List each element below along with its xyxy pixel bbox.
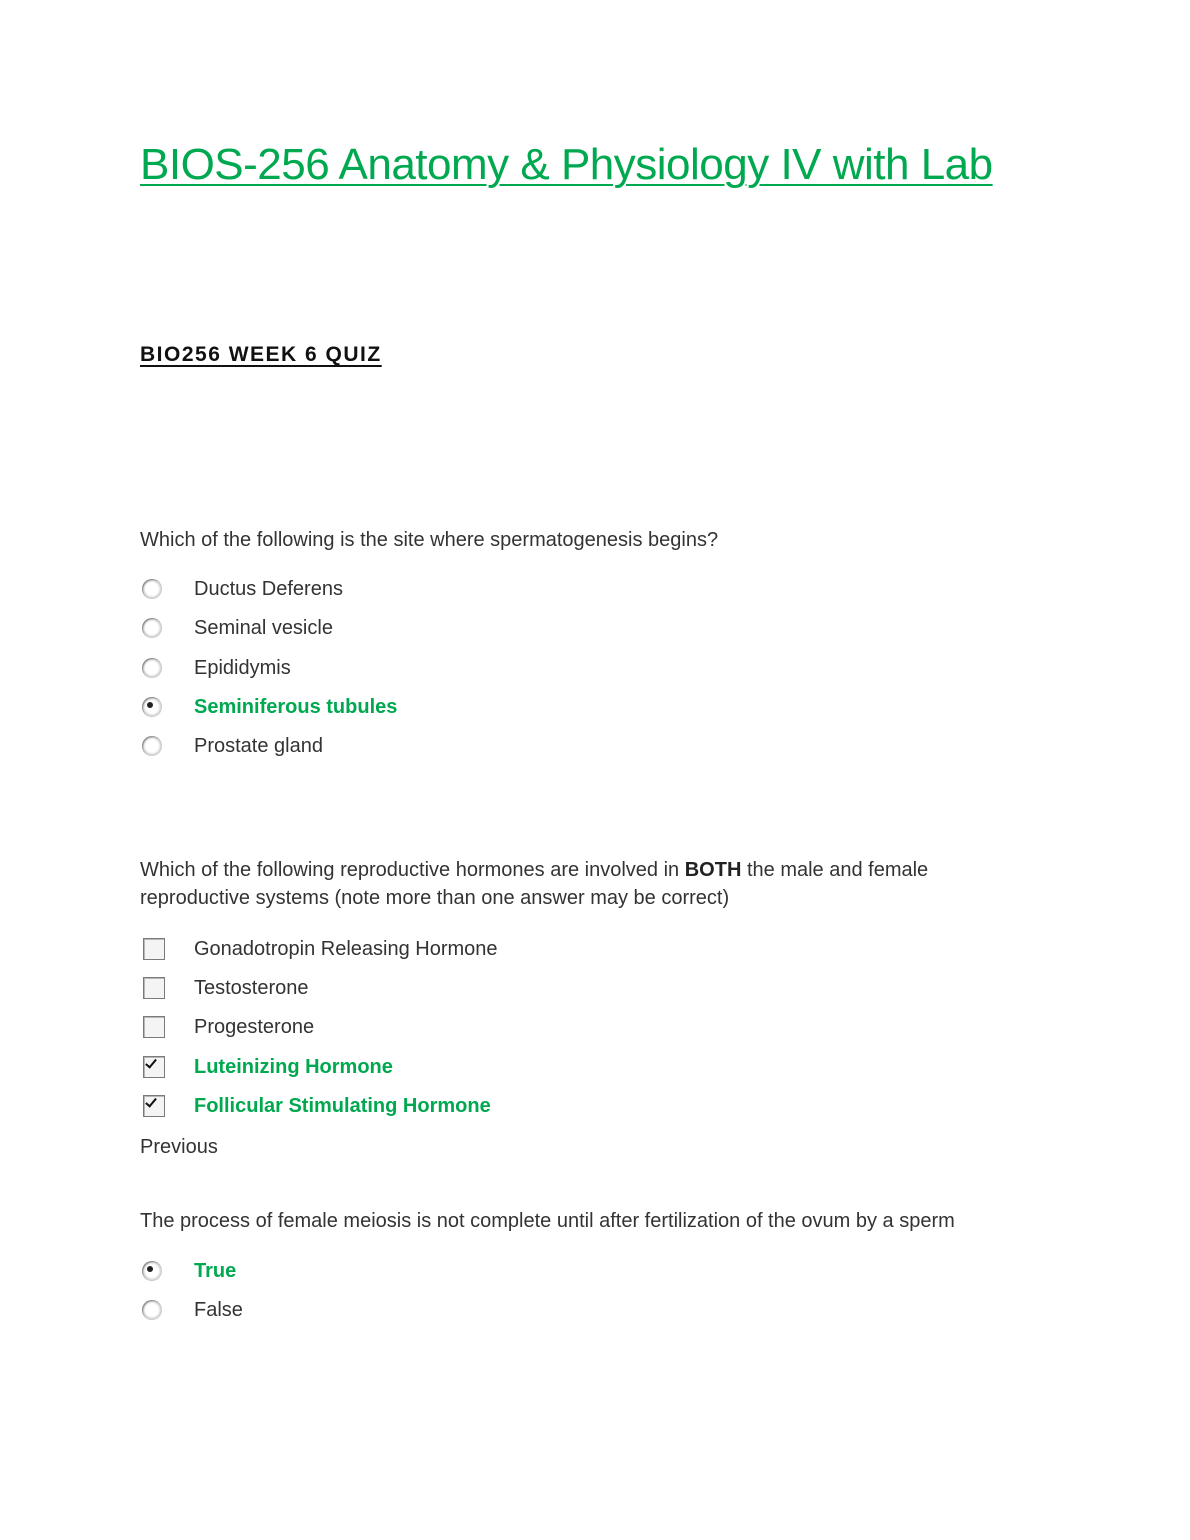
question-2-emphasis: BOTH <box>684 859 742 881</box>
radio-button-selected[interactable] <box>142 697 162 717</box>
q2-option-4[interactable] <box>140 1052 393 1082</box>
checkbox-checked[interactable] <box>143 1056 165 1078</box>
option-label: Ductus Deferens <box>194 578 343 600</box>
quiz-heading: BIO256 WEEK 6 QUIZ <box>140 343 382 366</box>
q1-option-1[interactable] <box>140 574 343 604</box>
question-2-text-part: Which of the following reproductive hormones are involved in <box>140 859 685 881</box>
option-label: Testosterone <box>194 977 309 999</box>
option-label: Seminal vesicle <box>194 617 333 639</box>
q2-option-2[interactable] <box>140 973 309 1003</box>
q1-option-5[interactable] <box>140 731 323 761</box>
radio-button[interactable] <box>142 658 162 678</box>
checkbox[interactable] <box>143 977 165 999</box>
document-title: BIOS-256 Anatomy & Physiology IV with Lab <box>140 140 993 189</box>
checkbox[interactable] <box>143 938 165 960</box>
option-label: Prostate gland <box>194 735 323 757</box>
option-label-correct: Follicular Stimulating Hormone <box>194 1095 491 1117</box>
q2-option-3[interactable] <box>140 1012 315 1042</box>
option-label: Gonadotropin Releasing Hormone <box>194 938 498 960</box>
radio-button-selected[interactable] <box>142 1261 162 1281</box>
option-label-correct: Seminiferous tubules <box>194 696 398 718</box>
checkbox-checked[interactable] <box>143 1095 165 1117</box>
option-label: Progesterone <box>194 1016 315 1038</box>
checkbox[interactable] <box>143 1016 165 1038</box>
q2-option-5[interactable] <box>140 1091 491 1121</box>
q3-option-1[interactable] <box>140 1256 237 1286</box>
radio-button[interactable] <box>142 579 162 599</box>
option-label: Epididymis <box>194 657 291 679</box>
question-1-text: Which of the following is the site where spermatogenesis begins? <box>140 529 719 551</box>
question-3-text: The process of female meiosis is not complete until after fertilization of the ovum by a sperm <box>140 1210 955 1232</box>
option-label-correct: Luteinizing Hormone <box>194 1056 393 1078</box>
radio-button[interactable] <box>142 736 162 756</box>
previous-link[interactable]: Previous <box>140 1136 218 1158</box>
q1-option-3[interactable] <box>140 653 291 683</box>
q2-option-1[interactable] <box>140 934 498 964</box>
option-label: False <box>194 1299 243 1321</box>
option-label-correct: True <box>194 1260 237 1282</box>
q1-option-2[interactable] <box>140 613 333 643</box>
q1-option-4[interactable] <box>140 692 398 722</box>
q3-option-2[interactable] <box>140 1295 243 1325</box>
question-2-text-part: the male and female reproductive systems (note more than one answer may be correct) <box>140 859 929 909</box>
question-2-text <box>140 856 1040 912</box>
radio-button[interactable] <box>142 1300 162 1320</box>
radio-button[interactable] <box>142 618 162 638</box>
